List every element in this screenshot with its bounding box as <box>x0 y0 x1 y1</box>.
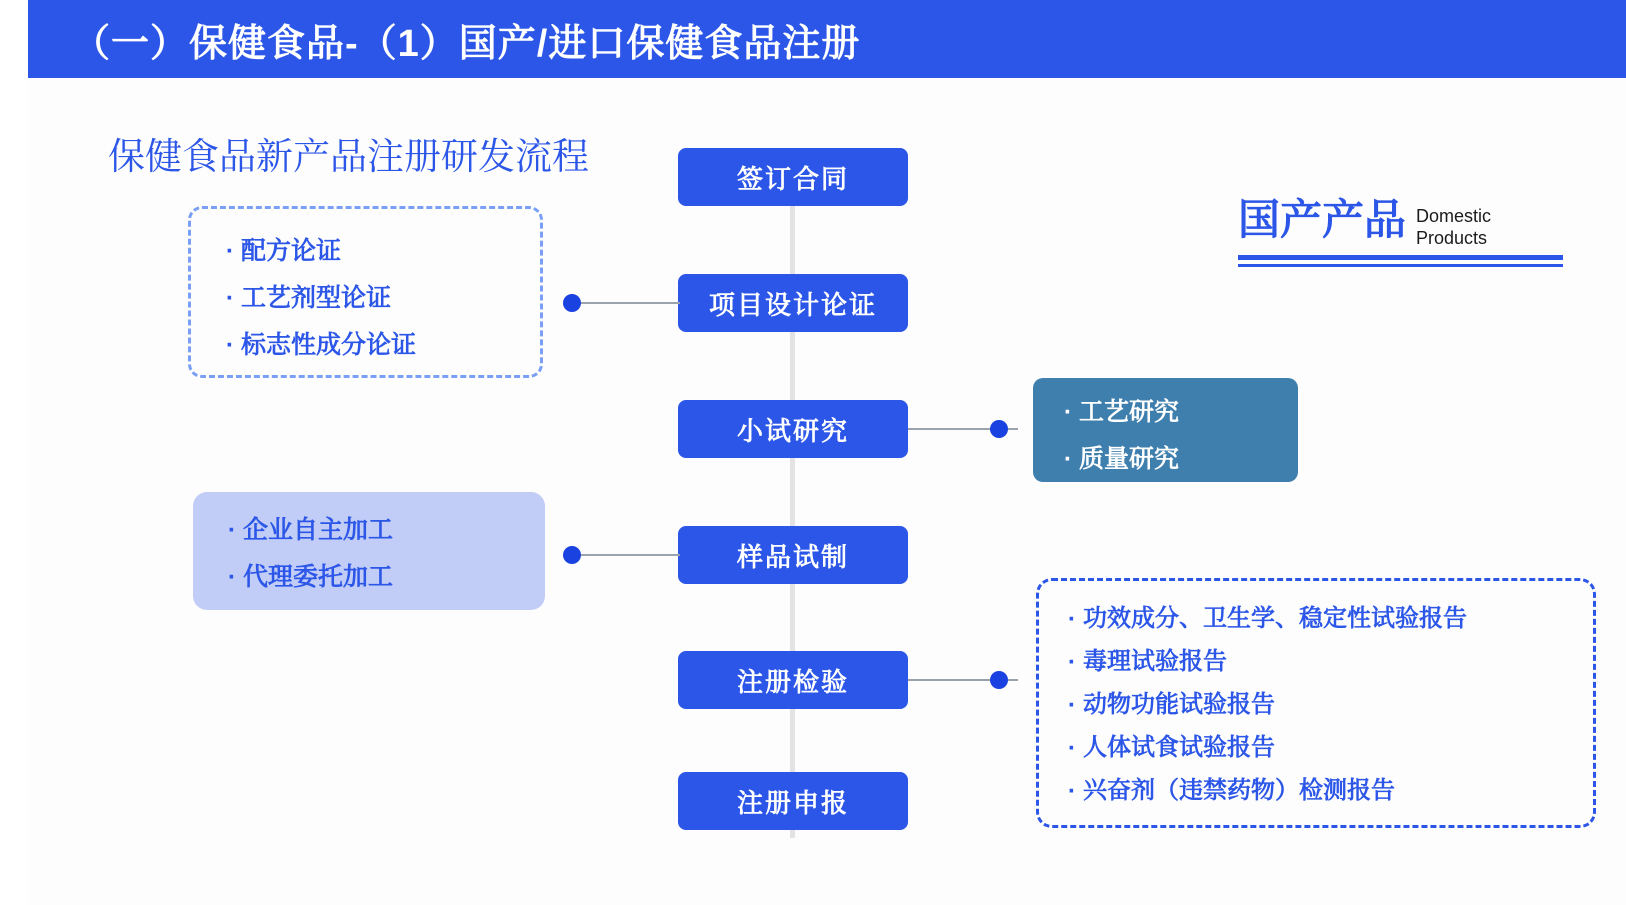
connector-dot-registration-test <box>990 671 1008 689</box>
badge-row <box>1238 198 1568 249</box>
bullet-icon: · <box>227 516 237 544</box>
list-item <box>1057 447 1298 472</box>
bullet-icon: · <box>1067 691 1077 719</box>
list-item <box>1061 693 1593 718</box>
bullet-icon: · <box>1067 777 1077 805</box>
slide-body <box>28 78 1626 905</box>
flow-step-project-design[interactable]: 项目设计论证 <box>678 274 908 332</box>
list-item-label: 标志性成分论证 <box>241 331 417 359</box>
bullet-icon: · <box>1067 734 1077 762</box>
list-item-label: 代理委托加工 <box>243 563 394 591</box>
note-research-list <box>1057 400 1298 472</box>
list-item <box>1061 736 1593 761</box>
list-item <box>219 286 540 311</box>
bullet-icon: · <box>225 237 235 265</box>
header-bar <box>28 0 1626 78</box>
flow-step-registration-filing[interactable]: 注册申报 <box>678 772 908 830</box>
list-item-label: 工艺剂型论证 <box>241 284 392 312</box>
connector-line-sample-trial <box>580 554 680 556</box>
bullet-icon: · <box>1067 605 1077 633</box>
badge-underline-primary <box>1238 255 1563 260</box>
bullet-icon: · <box>1067 648 1077 676</box>
list-item-label: 企业自主加工 <box>243 516 394 544</box>
bullet-icon: · <box>227 563 237 591</box>
list-item-label: 人体试食试验报告 <box>1083 734 1275 761</box>
badge-label-cn: 国产产品 <box>1238 196 1407 243</box>
note-reports <box>1036 578 1596 828</box>
list-item <box>221 518 545 543</box>
note-formula-list <box>219 239 540 358</box>
connector-dot-project-design <box>563 294 581 312</box>
list-item <box>1057 400 1298 425</box>
bullet-icon: · <box>1063 398 1073 426</box>
list-item-label: 毒理试验报告 <box>1083 648 1227 675</box>
domestic-product-badge <box>1238 198 1568 267</box>
badge-label-en <box>1416 206 1491 249</box>
connector-line-project-design <box>580 302 680 304</box>
list-item <box>1061 607 1593 632</box>
flow-step-pilot-study[interactable]: 小试研究 <box>678 400 908 458</box>
note-formula <box>188 206 543 378</box>
bullet-icon: · <box>225 284 235 312</box>
badge-underline-secondary <box>1238 264 1563 267</box>
note-research <box>1033 378 1298 482</box>
list-item <box>1061 650 1593 675</box>
badge-label-en-line2: Products <box>1416 227 1488 248</box>
bullet-icon: · <box>225 331 235 359</box>
flow-step-registration-test[interactable]: 注册检验 <box>678 651 908 709</box>
list-item-label: 功效成分、卫生学、稳定性试验报告 <box>1083 605 1467 632</box>
flow-step-sign-contract[interactable]: 签订合同 <box>678 148 908 206</box>
list-item <box>219 333 540 358</box>
page-title: （一）保健食品-（1）国产/进口保健食品注册 <box>72 22 861 65</box>
badge-label-en-line1: Domestic <box>1416 206 1492 226</box>
list-item <box>219 239 540 264</box>
list-item <box>221 565 545 590</box>
connector-dot-pilot-study <box>990 420 1008 438</box>
list-item <box>1061 779 1593 804</box>
connector-dot-sample-trial <box>563 546 581 564</box>
flow-step-sample-trial[interactable]: 样品试制 <box>678 526 908 584</box>
note-reports-list <box>1061 607 1593 804</box>
list-item-label: 动物功能试验报告 <box>1083 691 1275 718</box>
list-item-label: 质量研究 <box>1079 445 1180 473</box>
bullet-icon: · <box>1063 445 1073 473</box>
subtitle: 保健食品新产品注册研发流程 <box>108 136 589 177</box>
list-item-label: 兴奋剂（违禁药物）检测报告 <box>1083 777 1395 804</box>
note-processing <box>193 492 545 610</box>
list-item-label: 配方论证 <box>241 237 342 265</box>
note-processing-list <box>221 518 545 590</box>
list-item-label: 工艺研究 <box>1079 398 1180 426</box>
